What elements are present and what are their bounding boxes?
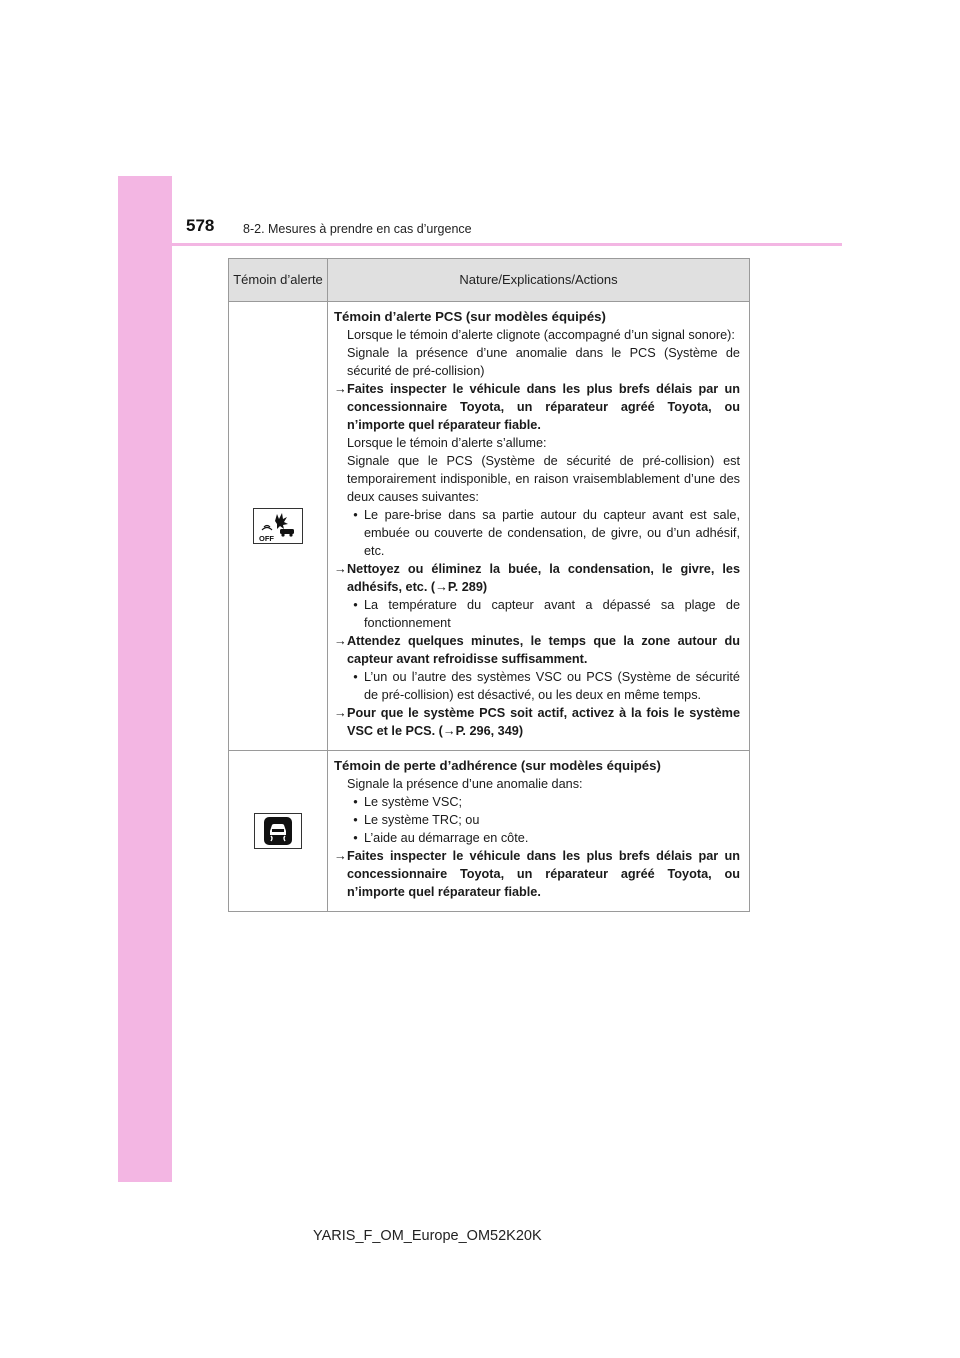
header-rule [118,243,842,246]
arrow-icon: → [334,562,347,576]
bullet-text: L’aide au démarrage en côte. [364,831,529,845]
bullet-text: Le système TRC; ou [364,813,480,827]
action-text: Nettoyez ou éliminez la buée, la condensation, le givre, les adhésifs, etc. ( [347,562,740,594]
pcs-warning-title: Témoin d’alerte PCS (sur modèles équipés) [334,309,606,324]
action-item [334,704,740,740]
page-reference-link[interactable]: P. 289) [447,580,488,594]
action-item [334,847,740,901]
bullet-item [347,596,740,632]
section-title: 8-2. Mesures à prendre en cas d’urgence [243,222,472,236]
action-text: Attendez quelques minutes, le temps que la zone autour du capteur avant refroidisse suffisamment. [347,634,740,666]
paragraph: Lorsque le témoin d’alerte clignote (accompagné d’un signal sonore): [347,328,735,342]
bullet-mark: • [353,508,358,522]
action-item [334,632,740,668]
bullet-text: L’un ou l’autre des systèmes VSC ou PCS (Système de sécurité de pré-collision) est désactivé, ou les deux en même temps. [364,670,740,702]
bullet-text: Le système VSC; [364,795,463,809]
side-tab-band [118,176,172,1182]
slip-indicator-title-suffix: (sur modèles équipés) [517,758,661,773]
document-code: YARIS_F_OM_Europe_OM52K20K [313,1228,542,1244]
action-text: Faites inspecter le véhicule dans les plus brefs délais par un concessionnaire Toyota, un réparateur agréé Toyota, ou n’importe quel réparateur fiable. [347,849,740,899]
page-reference-link[interactable]: P. 296, 349) [455,724,524,738]
arrow-icon: → [334,634,347,648]
header-nature-actions: Nature/Explications/Actions [328,259,750,302]
bullet-item [347,668,740,704]
bullet-item [347,793,740,811]
pcs-off-warning-icon [253,508,303,544]
table-row [229,302,750,751]
table-header-row [229,259,750,302]
bullet-mark: • [353,813,358,827]
bullet-text: Le pare-brise dans sa partie autour du capteur avant est sale, embuée ou couverte de condensation, de givre, ou d’un adhésif, etc. [364,508,740,558]
arrow-icon: → [435,580,448,594]
arrow-icon: → [334,706,347,720]
slip-indicator-title: Témoin de perte d’adhérence [334,758,518,773]
paragraph: Lorsque le témoin d’alerte s’allume: [347,436,547,450]
slip-indicator-icon [254,813,302,849]
arrow-icon: → [442,724,456,738]
action-item [334,560,740,596]
description-cell [328,751,750,912]
page-number: 578 [186,216,215,235]
paragraph: Signale la présence d’une anomalie dans le PCS (Système de sécurité de pré-collision) [347,346,740,378]
bullet-mark: • [353,795,358,809]
bullet-mark: • [353,831,358,845]
icon-cell [229,751,328,912]
bullet-item [347,811,740,829]
bullet-item [347,829,740,847]
header-warning-light: Témoin d’alerte [229,259,328,302]
description-cell [328,302,750,751]
action-text: Pour que le système PCS soit actif, activez à la fois le système VSC et le PCS. ( [347,706,740,738]
paragraph: Signale que le PCS (Système de sécurité de pré-collision) est temporairement indisponible, en raison vraisemblablement d’une des deux causes suivantes: [347,454,740,504]
bullet-item [347,506,740,560]
paragraph: Signale la présence d’une anomalie dans: [347,777,583,791]
bullet-mark: • [353,598,358,612]
pcs-icon-off-text: OFF [259,534,274,543]
action-text: Faites inspecter le véhicule dans les plus brefs délais par un concessionnaire Toyota, un réparateur agréé Toyota, ou n’importe quel réparateur fiable. [347,382,740,432]
action-item [334,380,740,434]
bullet-text: La température du capteur avant a dépassé sa plage de fonctionnement [364,598,740,630]
bullet-mark: • [353,670,358,684]
arrow-icon: → [334,849,347,863]
icon-cell [229,302,328,751]
warning-light-table [228,258,750,912]
table-row [229,751,750,912]
arrow-icon: → [334,382,347,396]
